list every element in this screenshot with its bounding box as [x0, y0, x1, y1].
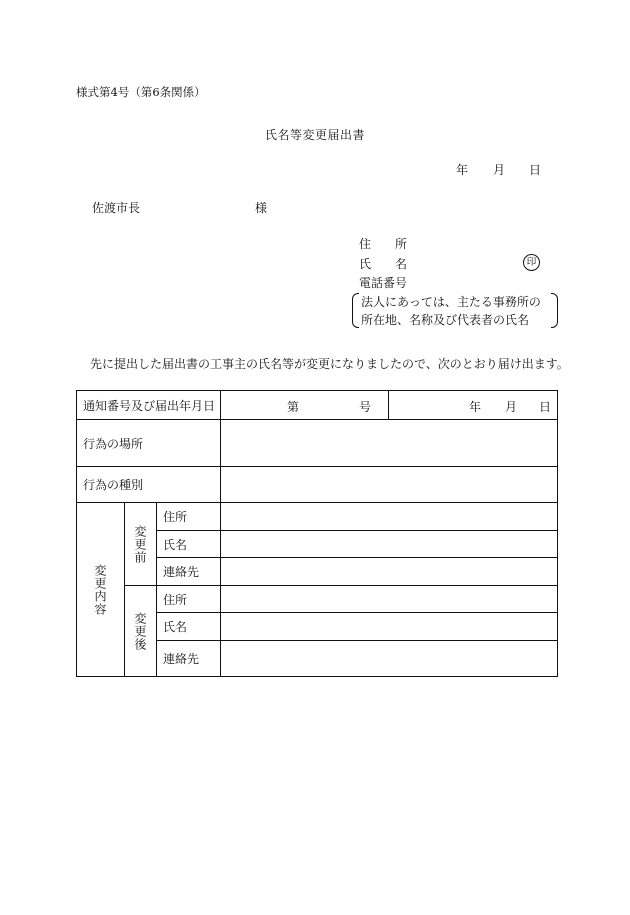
notice-month-label: 月: [505, 400, 518, 414]
notice-day-label: 日: [539, 400, 552, 414]
number-prefix: 第: [287, 400, 300, 414]
seal-icon: 印: [523, 254, 540, 271]
date-year-label: 年: [456, 163, 469, 177]
table-row: [77, 503, 558, 531]
type-label: 行為の種別: [77, 467, 221, 503]
after-change-label: 変更後: [125, 586, 157, 677]
table-row: [77, 467, 558, 503]
before-contact-label: 連絡先: [157, 558, 221, 586]
left-bracket: [352, 293, 359, 328]
notice-number-cell: [221, 391, 389, 420]
right-bracket: [551, 293, 558, 328]
date-day-label: 日: [529, 163, 542, 177]
change-content-label: 変更内容: [77, 503, 125, 677]
place-value: [221, 420, 558, 467]
addressee-name: 佐渡市長: [92, 201, 141, 215]
before-address-label: 住所: [157, 503, 221, 531]
type-value: [221, 467, 558, 503]
before-address-value: [221, 503, 558, 531]
form-number-label: 様式第4号（第6条関係）: [76, 85, 206, 99]
after-name-value: [221, 613, 558, 641]
addressee-honorific: 様: [255, 201, 268, 215]
applicant-phone-label: 電話番号: [359, 276, 408, 290]
corporation-note-line1: 法人にあっては、主たる事務所の: [361, 295, 541, 309]
statement-text: 先に提出した届出書の工事主の氏名等が変更になりましたので、次のとおり届け出ます。: [90, 357, 569, 371]
before-name-label: 氏名: [157, 531, 221, 558]
table-row: [77, 586, 558, 613]
table-row: [77, 391, 558, 420]
corporation-note-line2: 所在地、名称及び代表者の氏名: [361, 313, 530, 327]
after-address-value: [221, 586, 558, 613]
table-row: [77, 420, 558, 467]
applicant-address-label: 住 所: [359, 237, 408, 251]
before-name-value: [221, 531, 558, 558]
change-details-table: [76, 390, 558, 677]
corporation-note: [352, 292, 558, 328]
notice-date-cell: [389, 391, 558, 420]
after-address-label: 住所: [157, 586, 221, 613]
before-change-label: 変更前: [125, 503, 157, 586]
date-month-label: 月: [493, 163, 506, 177]
after-contact-value: [221, 641, 558, 677]
notice-year-label: 年: [469, 400, 482, 414]
applicant-name-label: 氏 名: [359, 257, 408, 271]
place-label: 行為の場所: [77, 420, 221, 467]
number-suffix: 号: [359, 400, 372, 414]
after-contact-label: 連絡先: [157, 641, 221, 677]
document-title: 氏名等変更届出書: [264, 128, 365, 142]
after-name-label: 氏名: [157, 613, 221, 641]
before-contact-value: [221, 558, 558, 586]
notice-label: 通知番号及び届出年月日: [77, 391, 221, 420]
